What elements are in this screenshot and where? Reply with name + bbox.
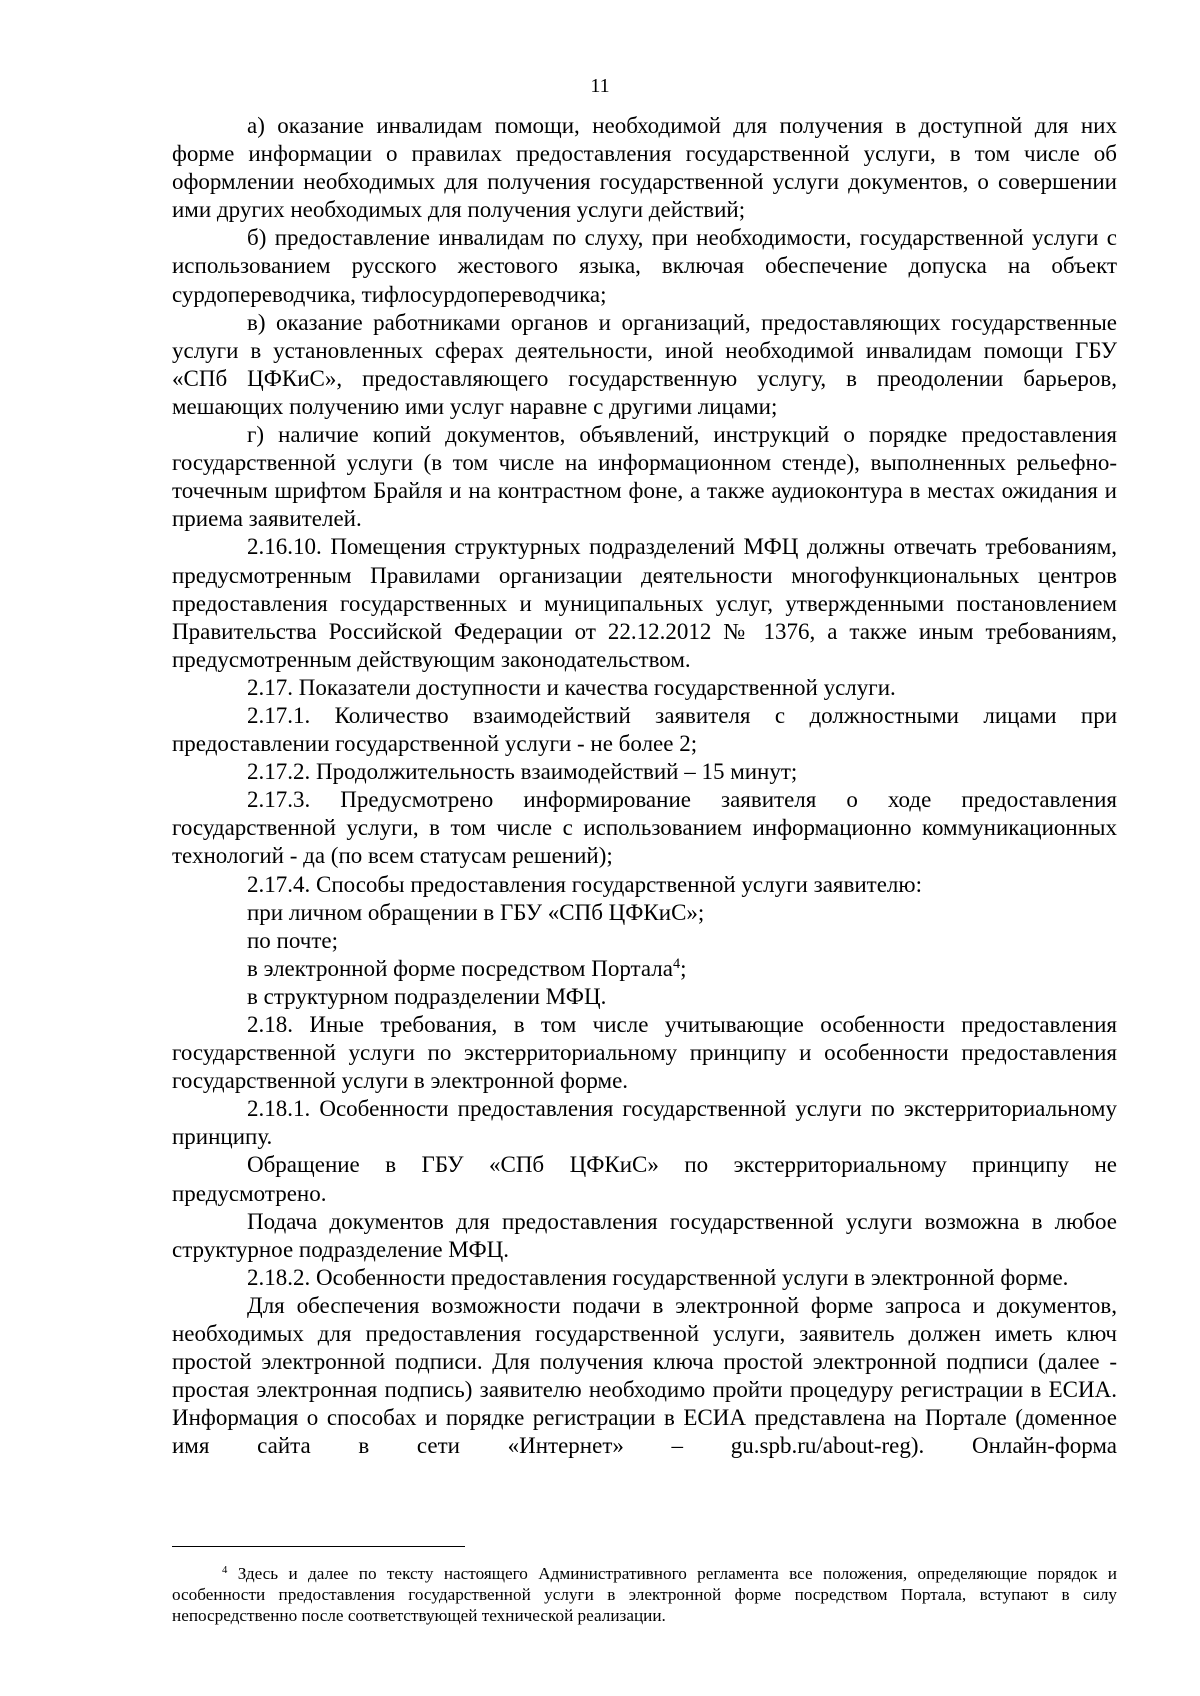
footnote-marker: 4 — [222, 1565, 228, 1577]
paragraph-2-18: 2.18. Иные требования, в том числе учитывающие особенности предоставления государственной услуги по экстерриториальному принципу и особенности предоставления государственной услуги в электронной форме. — [172, 1012, 1117, 1094]
footnote — [172, 1563, 1117, 1626]
paragraph-2-17-2: 2.17.2. Продолжительность взаимодействий – 15 минут; — [247, 759, 798, 785]
main-text — [172, 112, 1117, 1461]
method-mfc: в структурном подразделении МФЦ. — [247, 983, 607, 1009]
method-portal-text: в электронной форме посредством Портала — [247, 955, 673, 981]
paragraph-2-18-2: 2.18.2. Особенности предоставления государственной услуги в электронной форме. — [247, 1264, 1069, 1290]
paragraph-electronic-signature: Для обеспечения возможности подачи в электронной форме запроса и документов, необходимых для предоставления государственной услуги, заявитель должен иметь ключ простой электронной подписи. Для получения ключа простой электронной подписи (далее - простая электронная подпись) заявителю необходимо пройти процедуру регистрации в ЕСИА. Информация о способах и порядке регистрации в ЕСИА представлена на Портале (доменное имя сайта в сети «Интернет» – gu.spb.ru/about-reg). Онлайн-форма — [172, 1292, 1117, 1459]
paragraph-2-18-1: 2.18.1. Особенности предоставления государственной услуги по экстерриториальному принципу. — [172, 1096, 1117, 1150]
page-number: 11 — [590, 75, 610, 97]
paragraph-v: в) оказание работниками органов и организаций, предоставляющих государственные услуги в установленных сферах деятельности, иной необходимой инвалидам помощи ГБУ «СПб ЦФКиС», предоставляющего государственную услугу, в преодолении барьеров, мешающих получению ими услуг наравне с другими лицами; — [172, 309, 1117, 419]
paragraph-2-17: 2.17. Показатели доступности и качества государственной услуги. — [247, 674, 896, 700]
paragraph-2-17-4: 2.17.4. Способы предоставления государственной услуги заявителю: — [247, 871, 922, 897]
paragraph-extraterritorial: Обращение в ГБУ «СПб ЦФКиС» по экстерриториальному принципу не предусмотрено. — [172, 1152, 1117, 1206]
method-portal — [172, 955, 1117, 983]
paragraph-documents-submission: Подача документов для предоставления государственной услуги возможна в любое структурное подразделение МФЦ. — [172, 1208, 1117, 1262]
paragraph-g: г) наличие копий документов, объявлений, инструкций о порядке предоставления государственной услуги (в том числе на информационном стенде), выполненных рельефно-точечным шрифтом Брайля и на контрастном фоне, а также аудиоконтура в местах ожидания и приема заявителей. — [172, 422, 1117, 532]
method-portal-end: ; — [680, 955, 687, 981]
footnote-text: Здесь и далее по тексту настоящего Административного регламента все положения, определяющие порядок и особенности предоставления государственной услуги в электронной форме посредством Портала, вступают в силу непосредственно после соответствующей технической реализации. — [172, 1564, 1117, 1625]
paragraph-2-17-3: 2.17.3. Предусмотрено информирование заявителя о ходе предоставления государственной услуги, в том числе с использованием информационно коммуникационных технологий - да (по всем статусам решений); — [172, 787, 1117, 869]
paragraph-2-17-1: 2.17.1. Количество взаимодействий заявителя с должностными лицами при предоставлении государственной услуги - не более 2; — [172, 702, 1117, 757]
paragraph-2-16-10: 2.16.10. Помещения структурных подразделений МФЦ должны отвечать требованиям, предусмотренным Правилами организации деятельности многофункциональных центров предоставления государственных и муниципальных услуг, утвержденными постановлением Правительства Российской Федерации от 22.12.2012 № 1376, а также иным требованиям, предусмотренным действующим законодательством. — [172, 534, 1117, 672]
footnote-reference: 4 — [672, 955, 681, 972]
method-in-person: при личном обращении в ГБУ «СПб ЦФКиС»; — [247, 899, 705, 925]
method-post: по почте; — [247, 927, 338, 953]
footnote-separator — [172, 1546, 465, 1547]
footnote-paragraph — [172, 1563, 1117, 1626]
paragraph-a: а) оказание инвалидам помощи, необходимой для получения в доступной для них форме информации о правилах предоставления государственной услуги, в том числе об оформлении необходимых для получения государственной услуги документов, о совершении ими других необходимых для получения услуги действий; — [172, 113, 1117, 223]
paragraph-b: б) предоставление инвалидам по слуху, при необходимости, государственной услуги с использованием русского жестового языка, включая обеспечение допуска на объект сурдопереводчика, тифлосурдопереводчика; — [172, 225, 1117, 307]
